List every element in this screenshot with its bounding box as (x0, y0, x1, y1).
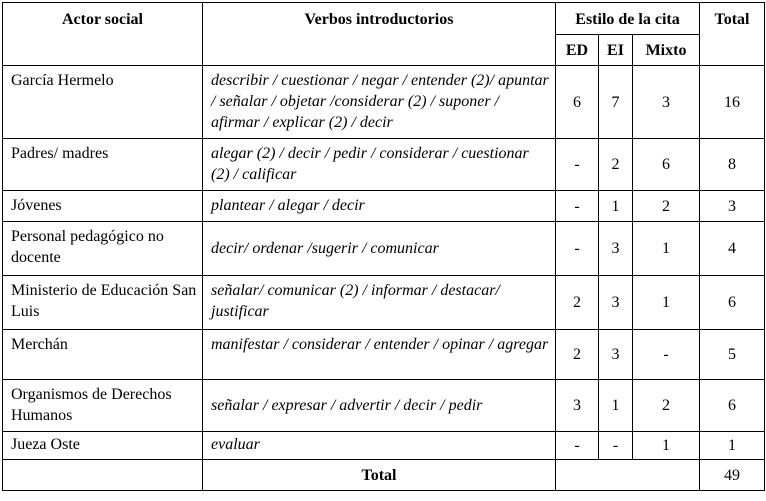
mixto-cell: 1 (633, 276, 700, 330)
actor-cell: Ministerio de Educación San Luis (3, 276, 203, 330)
total-cell: 6 (700, 380, 765, 432)
table-row (3, 139, 765, 191)
table-row (3, 380, 765, 432)
verbs-cell: señalar/ comunicar (2) / informar / destacar/ justificar (203, 276, 556, 330)
verbs-cell: alegar (2) / decir / pedir / considerar / cuestionar (2) / calificar (203, 139, 556, 191)
ed-cell: - (556, 222, 599, 276)
mixto-cell: 3 (633, 66, 700, 139)
total-cell: 5 (700, 330, 765, 380)
header-verbs: Verbos introductorios (203, 3, 556, 66)
actor-cell: Personal pedagógico no docente (3, 222, 203, 276)
header-row (3, 3, 765, 35)
ed-cell: - (556, 432, 599, 460)
total-cell: 8 (700, 139, 765, 191)
verbs-cell: describir / cuestionar / negar / entender (2)/ apuntar / señalar / objetar /considerar (2) / suponer / afirmar / explicar (2) / decir (203, 66, 556, 139)
total-label: Total (203, 460, 556, 491)
ed-cell: 2 (556, 330, 599, 380)
ei-cell: 3 (599, 222, 633, 276)
table-row (3, 66, 765, 139)
table-row (3, 432, 765, 460)
verbs-cell: decir/ ordenar /sugerir / comunicar (203, 222, 556, 276)
mixto-cell: 2 (633, 380, 700, 432)
actor-cell: García Hermelo (3, 66, 203, 139)
header-style: Estilo de la cita (556, 3, 700, 35)
header-mixto: Mixto (633, 35, 700, 66)
total-cell: 6 (700, 276, 765, 330)
total-row (3, 460, 765, 491)
ei-cell: - (599, 432, 633, 460)
total-cell: 3 (700, 191, 765, 222)
mixto-cell: 1 (633, 222, 700, 276)
actor-cell: Merchán (3, 330, 203, 380)
ei-cell: 2 (599, 139, 633, 191)
ed-cell: 3 (556, 380, 599, 432)
ed-cell: - (556, 191, 599, 222)
ed-cell: - (556, 139, 599, 191)
total-empty-cell (3, 460, 203, 491)
verbs-table (2, 2, 765, 491)
table-row (3, 191, 765, 222)
actor-cell: Padres/ madres (3, 139, 203, 191)
mixto-cell: - (633, 330, 700, 380)
header-actor: Actor social (3, 3, 203, 66)
mixto-cell: 1 (633, 432, 700, 460)
verbs-cell: señalar / expresar / advertir / decir / pedir (203, 380, 556, 432)
ei-cell: 7 (599, 66, 633, 139)
ei-cell: 1 (599, 380, 633, 432)
table-row (3, 330, 765, 380)
header-total: Total (700, 3, 765, 66)
ed-cell: 2 (556, 276, 599, 330)
header-ed: ED (556, 35, 599, 66)
mixto-cell: 6 (633, 139, 700, 191)
verbs-cell: manifestar / considerar / entender / opinar / agregar (203, 330, 556, 380)
mixto-cell: 2 (633, 191, 700, 222)
header-ei: EI (599, 35, 633, 66)
total-cell: 4 (700, 222, 765, 276)
verbs-cell: evaluar (203, 432, 556, 460)
total-cell: 1 (700, 432, 765, 460)
total-cell: 16 (700, 66, 765, 139)
table-row (3, 276, 765, 330)
verbs-cell: plantear / alegar / decir (203, 191, 556, 222)
actor-cell: Jueza Oste (3, 432, 203, 460)
actor-cell: Organismos de Derechos Humanos (3, 380, 203, 432)
actor-cell: Jóvenes (3, 191, 203, 222)
ei-cell: 1 (599, 191, 633, 222)
total-value: 49 (700, 460, 765, 491)
total-style-empty (556, 460, 700, 491)
ei-cell: 3 (599, 276, 633, 330)
ei-cell: 3 (599, 330, 633, 380)
table-row (3, 222, 765, 276)
ed-cell: 6 (556, 66, 599, 139)
